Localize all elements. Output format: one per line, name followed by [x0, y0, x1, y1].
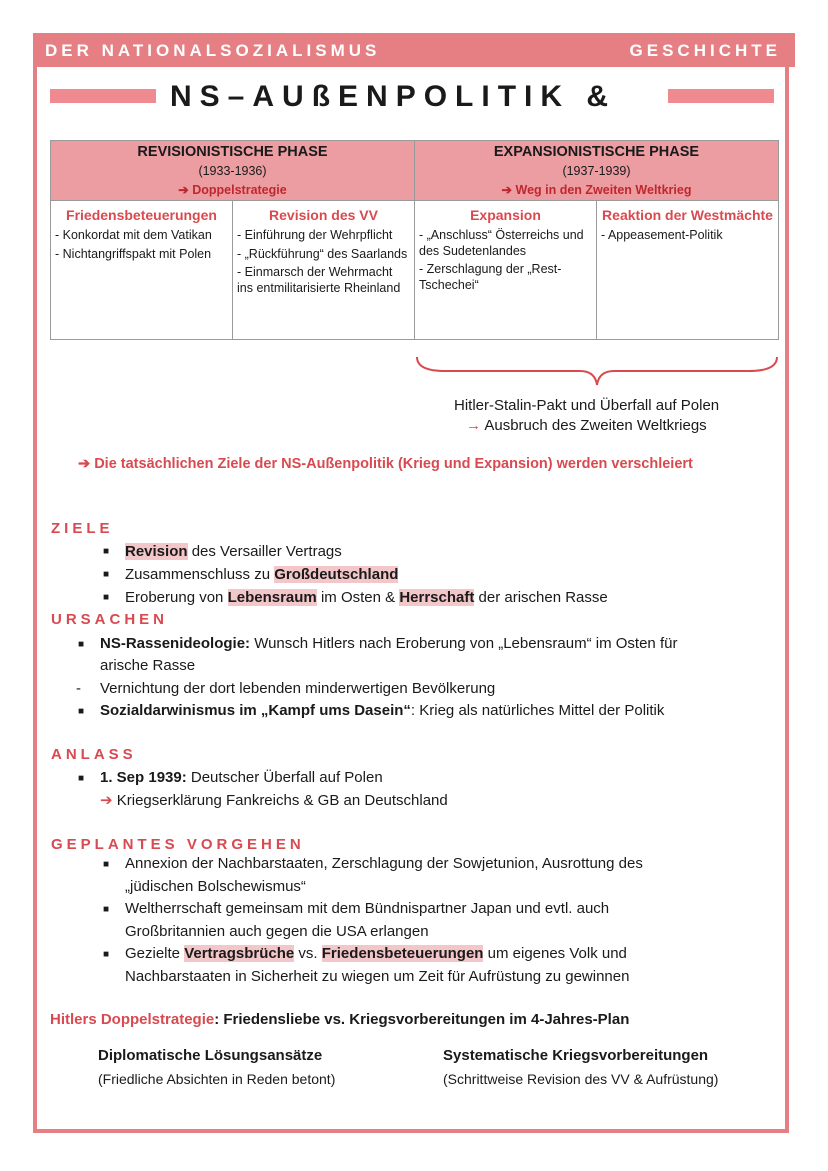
col-friedensbeteuerungen	[51, 201, 233, 340]
bullet-icon: ■	[103, 859, 110, 870]
vorgehen-item: Gezielte Vertragsbrüche vs. Friedensbeteuerungen um eigenes Volk und	[125, 945, 627, 962]
war-outbreak-line: → Ausbruch des Zweiten Weltkriegs	[466, 417, 707, 434]
column-heading: Revision des VV	[269, 207, 378, 223]
page-title: NS–AUßENPOLITIK &	[170, 80, 617, 113]
bullet-icon: ■	[103, 949, 110, 960]
vorgehen-item-cont: Nachbarstaaten in Sicherheit zu wiegen um Zeit für Aufrüstung zu gewinnen	[125, 968, 630, 985]
ursache-item: NS-Rassenideologie: Wunsch Hitlers nach Eroberung von „Lebensraum“ im Osten für	[100, 635, 678, 652]
vorgehen-item-cont: „jüdischen Bolschewismus“	[125, 878, 306, 895]
header-topic: DER NATIONALSOZIALISMUS	[45, 41, 381, 60]
phase-revisionist	[51, 141, 415, 201]
phase-years: (1937-1939)	[562, 164, 631, 178]
section-ziele: ZIELE	[51, 520, 114, 537]
ursache-item-cont: arische Rasse	[100, 657, 196, 674]
column-heading: Expansion	[470, 207, 541, 223]
title-decor-left	[50, 89, 156, 103]
title-decor-right	[668, 89, 774, 103]
list-item: - Konkordat mit dem Vatikan	[55, 228, 212, 242]
phase-title: EXPANSIONISTISCHE PHASE	[493, 144, 700, 160]
list-item: - „Anschluss“ Österreichs und des Sudetenlandes	[419, 228, 584, 258]
section-ursachen: URSACHEN	[51, 611, 169, 628]
phase-strategy: ➔ Doppelstrategie	[178, 183, 287, 197]
arrow-icon: →	[466, 417, 481, 434]
header-bar	[33, 33, 795, 67]
curly-brace-icon	[415, 355, 779, 389]
column-heading: Friedensbeteuerungen	[66, 207, 217, 223]
vorgehen-item: Weltherrschaft gemeinsam mit dem Bündnispartner Japan und evtl. auch	[125, 900, 610, 917]
left-column-sub: (Friedliche Absichten in Reden betont)	[98, 1071, 336, 1087]
ursache-item: Vernichtung der dort lebenden minderwertigen Bevölkerung	[100, 680, 496, 697]
col-revision	[233, 201, 415, 340]
right-column-sub: (Schrittweise Revision des VV & Aufrüstung)	[443, 1071, 719, 1087]
doppelstrategie-line: Hitlers Doppelstrategie: Friedensliebe vs. Kriegsvorbereitungen im 4-Jahres-Plan	[50, 1011, 630, 1028]
bullet-icon: ■	[103, 546, 110, 557]
section-anlass: ANLASS	[51, 746, 137, 763]
phases-table	[50, 140, 779, 340]
col-expansion	[415, 201, 597, 340]
list-item: - Einmarsch der Wehrmacht ins entmilitarisierte Rheinland	[237, 265, 401, 295]
ziel-item: Zusammenschluss zu Großdeutschland	[125, 566, 399, 583]
phase-strategy: ➔ Weg in den Zweiten Weltkrieg	[501, 183, 692, 197]
bullet-icon: ■	[78, 706, 85, 717]
phase-expansionist	[415, 141, 779, 201]
list-item: - „Rückführung“ des Saarlands	[237, 246, 408, 261]
bullet-icon: ■	[78, 639, 85, 650]
pact-line: Hitler-Stalin-Pakt und Überfall auf Polen	[454, 397, 720, 414]
bullet-icon: ■	[78, 773, 85, 784]
ziel-item: Revision des Versailler Vertrags	[125, 543, 342, 560]
bullet-icon: ■	[103, 569, 110, 580]
column-heading: Reaktion der Westmächte	[602, 207, 773, 223]
left-column-title: Diplomatische Lösungsansätze	[98, 1047, 323, 1064]
section-vorgehen: GEPLANTES VORGEHEN	[51, 836, 305, 853]
phase-years: (1933-1936)	[198, 164, 267, 178]
anlass-followup: ➔ Kriegserklärung Fankreichs & GB an Deutschland	[100, 792, 448, 809]
bullet-icon: ■	[103, 592, 110, 603]
list-item: - Zerschlagung der „Rest-Tschechei“	[419, 262, 562, 292]
vorgehen-item-cont: Großbritannien auch gegen die USA erlangen	[125, 923, 429, 940]
ziel-item: Eroberung von Lebensraum im Osten & Herrschaft der arischen Rasse	[125, 589, 608, 606]
right-column-title: Systematische Kriegsvorbereitungen	[443, 1047, 709, 1064]
goal-note: ➔ Die tatsächlichen Ziele der NS-Außenpolitik (Krieg und Expansion) werden verschleiert	[78, 456, 693, 472]
vorgehen-item: Annexion der Nachbarstaaten, Zerschlagung der Sowjetunion, Ausrottung des	[125, 855, 643, 872]
list-item: - Einführung der Wehrpflicht	[237, 228, 393, 242]
ursache-item: Sozialdarwinismus im „Kampf ums Dasein“: Krieg als natürliches Mittel der Politik	[100, 702, 665, 719]
anlass-item: 1. Sep 1939: Deutscher Überfall auf Polen	[100, 769, 383, 786]
list-item: - Appeasement-Politik	[601, 228, 723, 242]
dash-icon: -	[76, 680, 81, 697]
col-reaktion	[597, 201, 779, 340]
phase-title: REVISIONISTISCHE PHASE	[137, 144, 328, 160]
bullet-icon: ■	[103, 904, 110, 915]
list-item: - Nichtangriffspakt mit Polen	[55, 246, 212, 261]
header-subject: GESCHICHTE	[629, 41, 781, 60]
arrow-icon: ➔	[100, 792, 113, 809]
